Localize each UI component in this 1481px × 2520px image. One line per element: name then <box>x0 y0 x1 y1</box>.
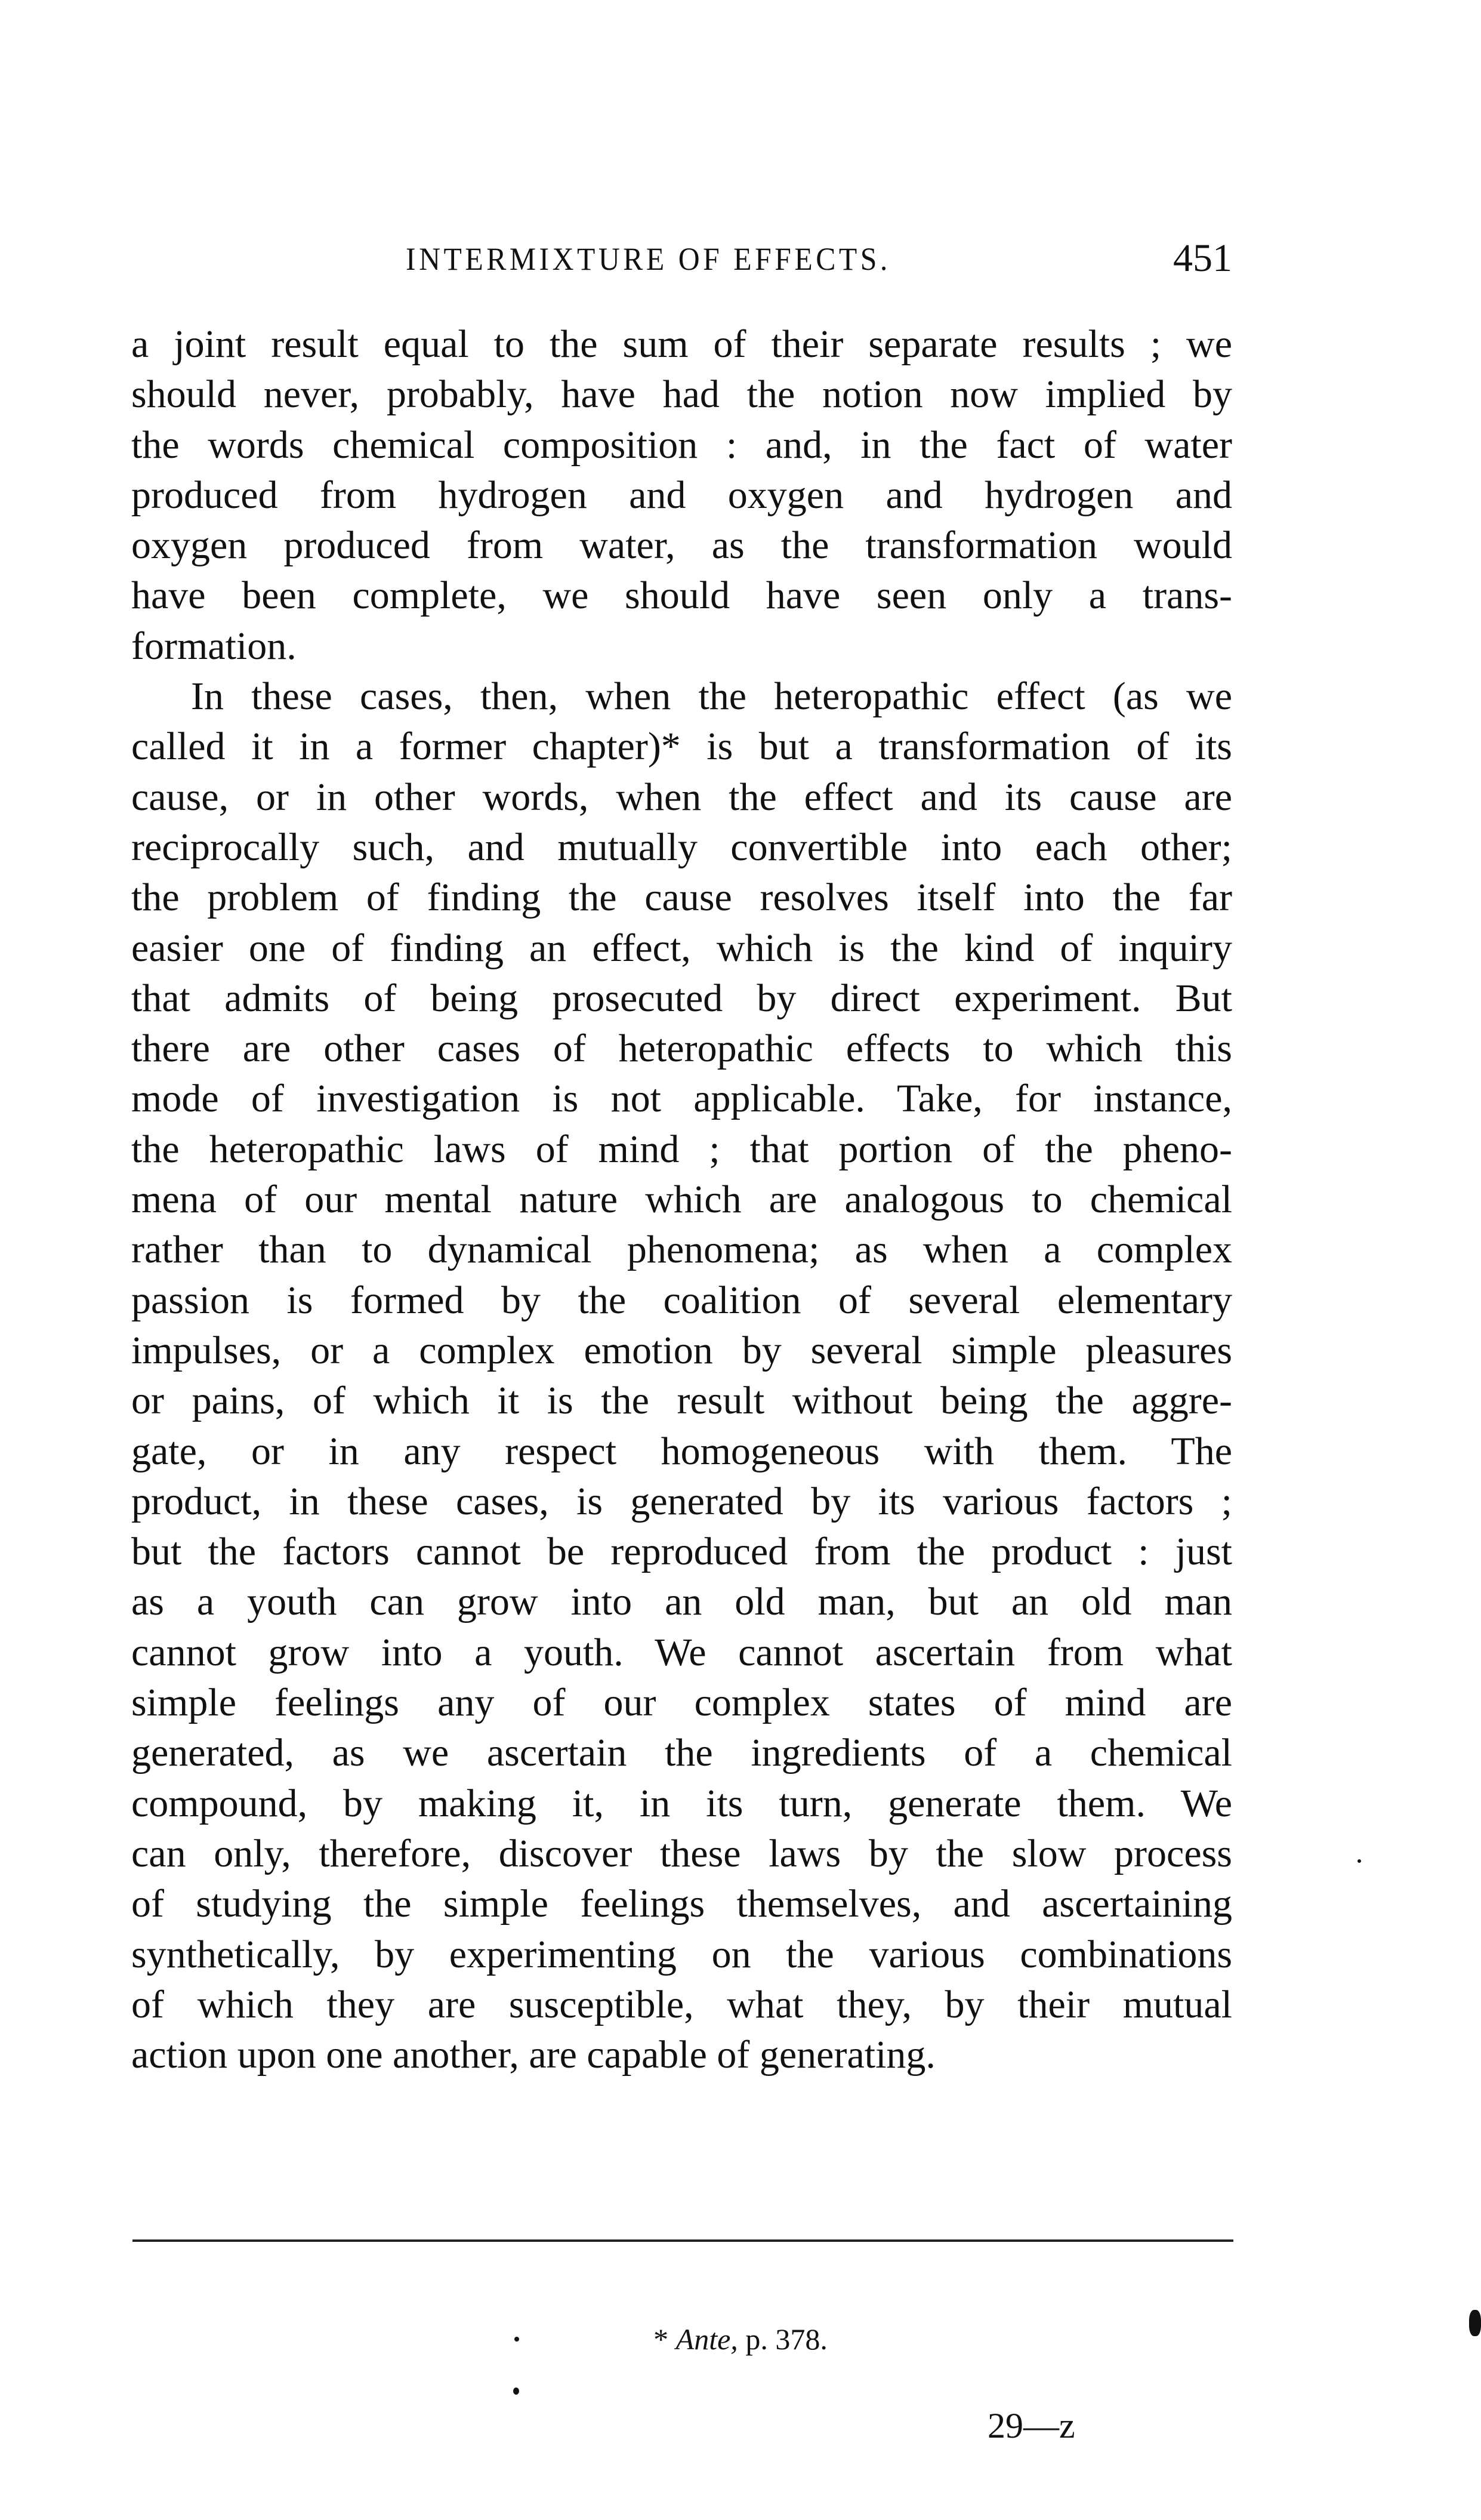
body-text <box>131 319 1232 2080</box>
text-line: action upon one another, are capable of generating. <box>131 2033 936 2077</box>
text-line: produced from hydrogen and oxygen and hydrogen and <box>131 473 1232 517</box>
text-line: called it in a former chapter)* is but a transformation of its <box>131 725 1232 769</box>
text-line: the words chemical composition : and, in the fact of water <box>131 423 1232 467</box>
ink-speck <box>1469 2310 1481 2336</box>
footnote <box>0 2322 1481 2356</box>
text-line: the heteropathic laws of mind ; that portion of the pheno- <box>131 1127 1232 1171</box>
text-line: easier one of finding an effect, which is the kind of inquiry <box>131 926 1232 970</box>
running-head: INTERMIXTURE OF EFFECTS. <box>406 241 891 277</box>
text-line: formation. <box>131 624 297 668</box>
signature-mark: 29—z <box>988 2406 1075 2445</box>
footnote-marker: * <box>653 2322 669 2356</box>
footnote-reference: p. 378. <box>745 2322 828 2356</box>
text-line: or pains, of which it is the result without being the aggre- <box>131 1379 1232 1423</box>
text-line: simple feelings any of our complex states of mind are <box>131 1681 1232 1725</box>
text-line: a joint result equal to the sum of their separate results ; we <box>131 322 1232 366</box>
text-line: synthetically, by experimenting on the various combinations <box>131 1932 1232 1976</box>
text-line: product, in these cases, is generated by its various factors ; <box>131 1479 1232 1523</box>
text-line: as a youth can grow into an old man, but an old man <box>131 1580 1232 1624</box>
text-line: but the factors cannot be reproduced from the product : just <box>131 1530 1232 1574</box>
text-line: generated, as we ascertain the ingredients of a chemical <box>131 1731 1232 1775</box>
footnote-rule <box>132 2239 1233 2242</box>
text-line: that admits of being prosecuted by direct experiment. But <box>131 976 1232 1020</box>
text-line: reciprocally such, and mutually convertible into each other; <box>131 825 1232 869</box>
ink-speck <box>514 2337 519 2342</box>
ink-speck <box>1357 1859 1361 1863</box>
page-header <box>131 236 1232 289</box>
text-line: compound, by making it, in its turn, generate them. We <box>131 1781 1232 1825</box>
text-line: gate, or in any respect homogeneous with them. The <box>131 1429 1232 1473</box>
text-line: of studying the simple feelings themselves, and ascertaining <box>131 1882 1232 1926</box>
text-line: cause, or in other words, when the effect and its cause are <box>131 775 1232 819</box>
text-line: impulses, or a complex emotion by several simple pleasures <box>131 1328 1232 1372</box>
text-line: cannot grow into a youth. We cannot ascertain from what <box>131 1630 1232 1674</box>
text-line: passion is formed by the coalition of several elementary <box>131 1278 1232 1322</box>
paragraph-start-line: In these cases, then, when the heteropathic effect (as we <box>191 674 1232 719</box>
text-line: can only, therefore, discover these laws by the slow process <box>131 1831 1232 1875</box>
text-line: there are other cases of heteropathic effects to which this <box>131 1027 1232 1071</box>
text-line: oxygen produced from water, as the transformation would <box>131 523 1232 568</box>
text-line: mode of investigation is not applicable. Take, for instance, <box>131 1077 1232 1121</box>
ink-speck <box>513 2387 519 2395</box>
text-line: have been complete, we should have seen only a trans- <box>131 574 1232 618</box>
text-line: should never, probably, have had the notion now implied by <box>131 372 1232 417</box>
text-line: the problem of finding the cause resolves itself into the far <box>131 876 1232 920</box>
text-line: of which they are susceptible, what they, by their mutual <box>131 1982 1232 2026</box>
page-number: 451 <box>1173 236 1232 280</box>
text-line: mena of our mental nature which are analogous to chemical <box>131 1178 1232 1222</box>
footnote-source: Ante, <box>675 2322 738 2356</box>
text-line: rather than to dynamical phenomena; as when a complex <box>131 1228 1232 1272</box>
